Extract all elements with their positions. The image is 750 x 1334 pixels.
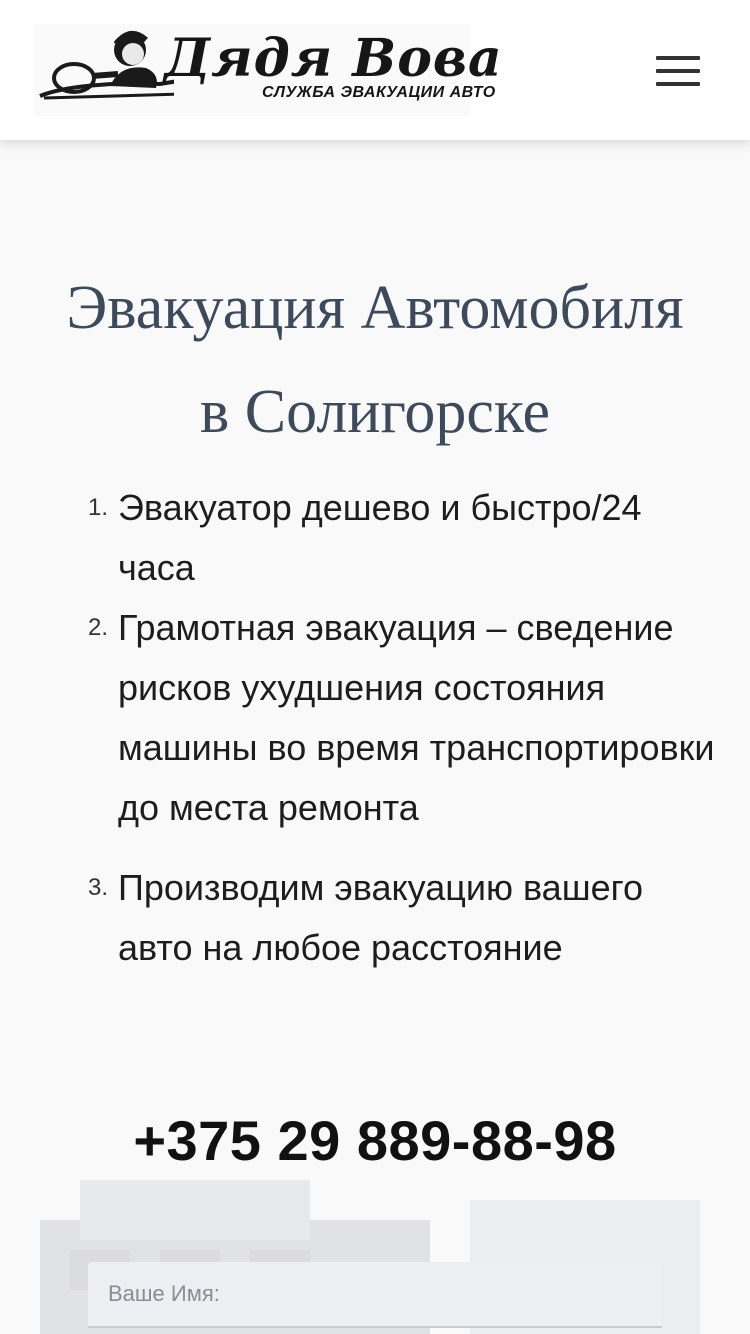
list-item-number: 1.: [88, 494, 109, 521]
hamburger-menu-icon[interactable]: [656, 56, 700, 86]
list-item-text: Производим эвакуацию вашего авто на любое расстояние: [118, 867, 643, 968]
list-item-number: 3.: [88, 874, 109, 901]
site-header: [0, 0, 750, 140]
logo-title: Дядя Вова: [164, 28, 503, 89]
logo[interactable]: [34, 24, 503, 116]
list-item-text: Грамотная эвакуация – сведение рисков ухудшения состояния машины во время транспортировки до места ремонта: [118, 607, 715, 828]
menu-bar: [656, 56, 700, 60]
title-line-1: Эвакуация Автомобиля: [66, 274, 684, 342]
list-item: [88, 858, 718, 978]
list-item: [88, 478, 718, 598]
list-item-text: Эвакуатор дешево и быстро/24 часа: [118, 487, 642, 588]
menu-bar: [656, 69, 700, 73]
features-list: [88, 478, 718, 978]
page-title: [0, 256, 750, 464]
hero-section: [0, 140, 750, 1334]
logo-subtitle: СЛУЖБА ЭВАКУАЦИИ АВТО: [262, 84, 496, 101]
list-item-number: 2.: [88, 614, 109, 641]
name-input[interactable]: [88, 1262, 662, 1328]
phone-number-link[interactable]: +375 29 889-88-98: [133, 1109, 617, 1172]
title-line-2: в Солигорске: [200, 378, 550, 446]
list-item: [88, 598, 718, 838]
menu-bar: [656, 82, 700, 86]
driver-illustration-icon: [34, 24, 174, 116]
